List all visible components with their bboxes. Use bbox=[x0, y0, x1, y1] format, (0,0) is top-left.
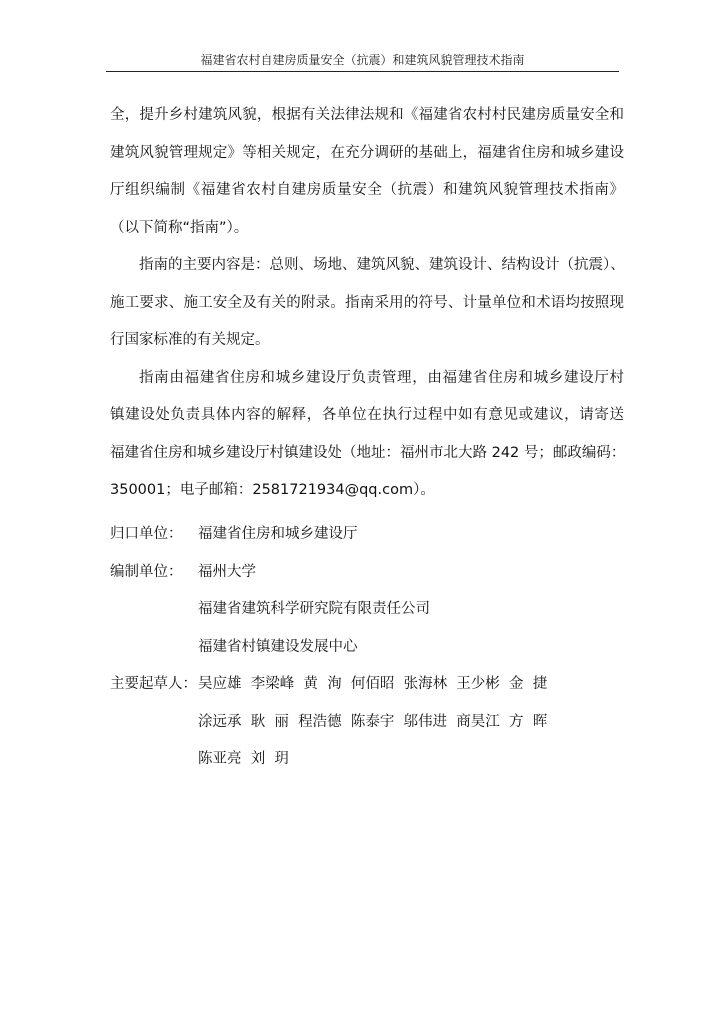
drafters-value: 吴应雄 李梁峰 黄 洵 何佰昭 张海林 王少彬 金 捷 bbox=[198, 676, 548, 692]
drafters-row bbox=[110, 666, 624, 704]
paragraph-line: 行国家标准的有关规定。 bbox=[110, 332, 270, 348]
editor-label: 编制单位： bbox=[110, 563, 183, 580]
drafters-row bbox=[110, 704, 624, 742]
owner-label: 归口单位： bbox=[110, 526, 183, 542]
paragraph-line: 施工要求、施工安全及有关的附录。指南采用的符号、计量单位和术语均按照现 bbox=[110, 294, 624, 311]
paragraph-line: （以下简称“指南”）。 bbox=[110, 219, 249, 236]
drafters-value: 涂远承 耿 丽 程浩德 陈泰宇 邬伟进 商昊江 方 晖 bbox=[198, 713, 548, 730]
paragraph-line: 厅组织编制《福建省农村自建房质量安全（抗震）和建筑风貌管理技术指南》 bbox=[110, 182, 624, 198]
editor-value: 福州大学 bbox=[198, 563, 256, 580]
drafters-value: 陈亚亮 刘 玥 bbox=[198, 751, 289, 767]
paragraph-line: 指南由福建省住房和城乡建设厅负责管理，由福建省住房和城乡建设厅村 bbox=[139, 369, 624, 386]
drafters-label: 主要起草人： bbox=[110, 676, 197, 692]
paragraph-line: 福建省住房和城乡建设厅村镇建设处（地址：福州市北大路 242 号；邮政编码： bbox=[110, 444, 626, 461]
owner-row bbox=[110, 516, 624, 554]
editor-row bbox=[110, 629, 624, 667]
owner-value: 福建省住房和城乡建设厅 bbox=[198, 526, 358, 542]
editor-value: 福建省建筑科学研究院有限责任公司 bbox=[198, 601, 430, 617]
paragraph-line: 全，提升乡村建筑风貌，根据有关法律法规和《福建省农村村民建房质量安全和 bbox=[110, 107, 624, 123]
credits-block bbox=[110, 516, 624, 779]
editor-row bbox=[110, 591, 624, 629]
preface-body bbox=[110, 97, 624, 510]
paragraph-line: 350001；电子邮箱：2581721934@qq.com）。 bbox=[110, 482, 435, 498]
editor-row bbox=[110, 554, 624, 592]
drafters-row bbox=[110, 741, 624, 779]
paragraph-line: 建筑风貌管理规定》等相关规定，在充分调研的基础上，福建省住房和城乡建设 bbox=[110, 144, 624, 161]
paragraph-line: 指南的主要内容是：总则、场地、建筑风貌、建筑设计、结构设计（抗震）、 bbox=[139, 257, 625, 273]
running-header: 福建省农村自建房质量安全（抗震）和建筑风貌管理技术指南 bbox=[106, 50, 619, 72]
editor-value: 福建省村镇建设发展中心 bbox=[198, 638, 358, 655]
paragraph-line: 镇建设处负责具体内容的解释，各单位在执行过程中如有意见或建议，请寄送 bbox=[110, 407, 624, 423]
